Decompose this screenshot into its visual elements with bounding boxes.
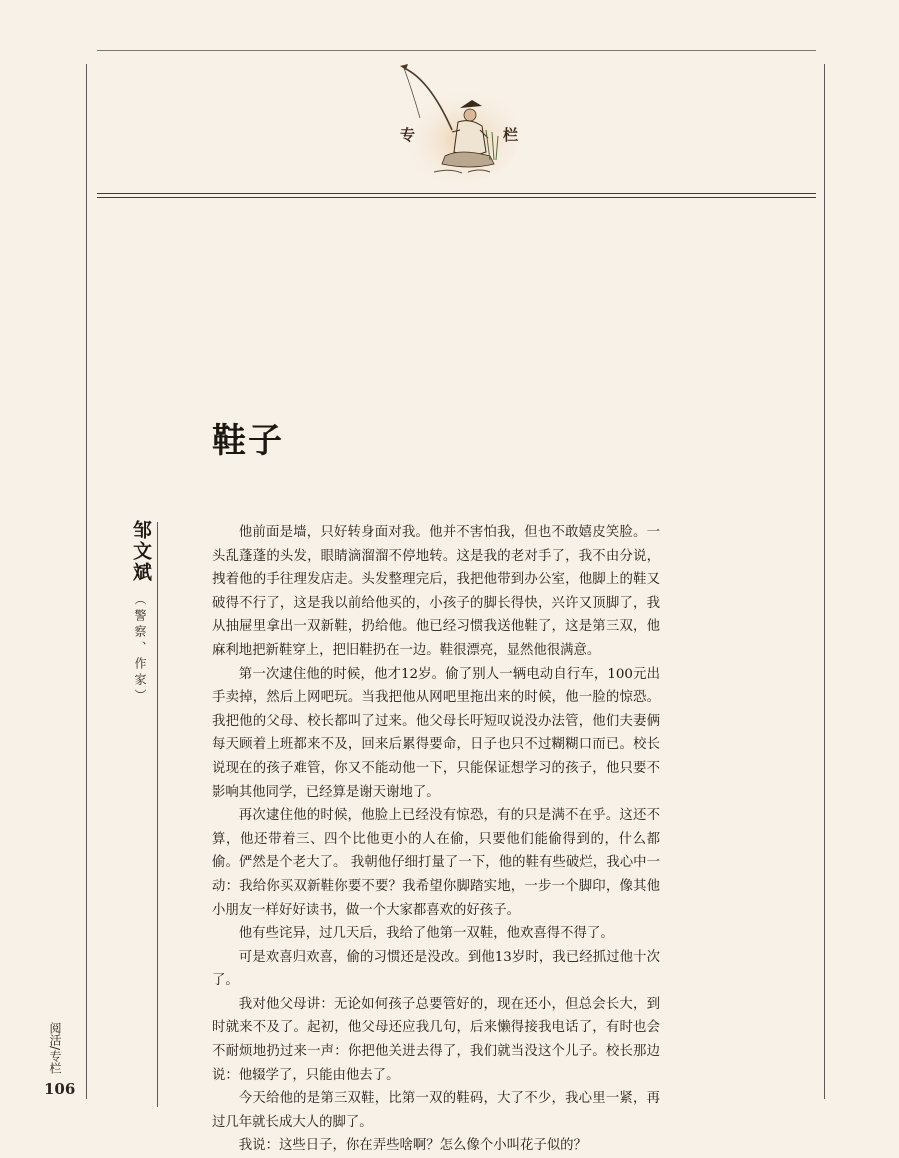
article-title: 鞋子 bbox=[212, 421, 284, 461]
page-number: 106 bbox=[44, 1080, 76, 1098]
section-label-b: 专栏 bbox=[48, 1050, 62, 1075]
paragraph: 他前面是墙，只好转身面对我。他并不害怕我，但也不敢嬉皮笑脸。一头乱蓬蓬的头发，眼睛滴溜溜不停地转。这是我的老对手了，我不由分说，拽着他的手往理发店走。头发整理完后，我把他带到办公室，他脚上的鞋又破得不行了，这是我以前给他买的，小孩子的脚长得快，兴许又顶脚了，我从抽屉里拿出一双新鞋，扔给他。他已经习惯我送他鞋了，这是第三双，他麻利地把新鞋穿上，把旧鞋扔在一边。鞋很漂亮，显然他很满意。 bbox=[212, 525, 660, 658]
author-name: 邹文斌 bbox=[130, 520, 152, 583]
fisherman-illustration bbox=[390, 60, 520, 185]
paragraph: 可是欢喜归欢喜，偷的习惯还是没改。到他13岁时，我已经抓过他十次了。 bbox=[212, 949, 660, 989]
paragraph: 第一次逮住他的时候，他才12岁。偷了别人一辆电动自行车，100元出手卖掉，然后上网吧玩。当我把他从网吧里拖出来的时候，他一脸的惊恐。我把他的父母、校长都叫了过来。他父母长吁短叹说没办法管，他们夫妻俩每天顾着上班都来不及，回来后累得要命，日子也只不过糊糊口而已。校长说现在的孩子难管，你又不能动他一下，只能保证想学习的孩子，他只要不影响其他同学，已经算是谢天谢地了。 bbox=[212, 666, 660, 800]
paragraph: 再次逮住他的时候，他脸上已经没有惊恐，有的只是满不在乎。这还不算，他还带着三、四个比他更小的人在偷，只要他们能偷得到的，什么都偷。俨然是个老大了。 我朝他仔细打量了一下，他的鞋有些破烂，我心中一动：我给你买双新鞋你要不要？我希望你脚踏实地，一步一个脚印，像其他小朋友一样好好读书，做一个大家都喜欢的好孩子。 bbox=[212, 808, 660, 918]
top-rule bbox=[97, 50, 816, 51]
column-label-right: 栏 bbox=[503, 126, 519, 144]
right-frame-line bbox=[824, 64, 825, 1099]
paragraph: 我说：这些日子，你在弄些啥啊？怎么像个小叫花子似的？ bbox=[238, 1138, 587, 1154]
paragraph: 他有些诧异，过几天后，我给了他第一双鞋，他欢喜得不得了。 bbox=[238, 926, 614, 942]
section-label-a: 阅活 bbox=[48, 1022, 62, 1046]
header-double-rule bbox=[97, 193, 816, 198]
section-label: 阅活/专栏 bbox=[48, 1022, 62, 1075]
column-label-left: 专 bbox=[400, 126, 416, 144]
author-note: （警察、作家） bbox=[133, 593, 147, 705]
paragraph: 今天给他的是第三双鞋，比第一双的鞋码，大了不少，我心里一紧，再过几年就长成大人的脚了。 bbox=[212, 1091, 660, 1130]
left-frame-line bbox=[86, 64, 87, 1099]
author-divider bbox=[157, 522, 158, 1107]
article-body bbox=[212, 521, 660, 1158]
paragraph: 我对他父母讲：无论如何孩子总要管好的，现在还小，但总会长大，到时就来不及了。起初，他父母还应我几句，后来懒得接我电话了，有时也会不耐烦地扔过来一声：你把他关进去得了，我们就当没这个儿子。校长那边说：他辍学了，只能由他去了。 bbox=[212, 996, 660, 1083]
author-block bbox=[128, 520, 156, 705]
